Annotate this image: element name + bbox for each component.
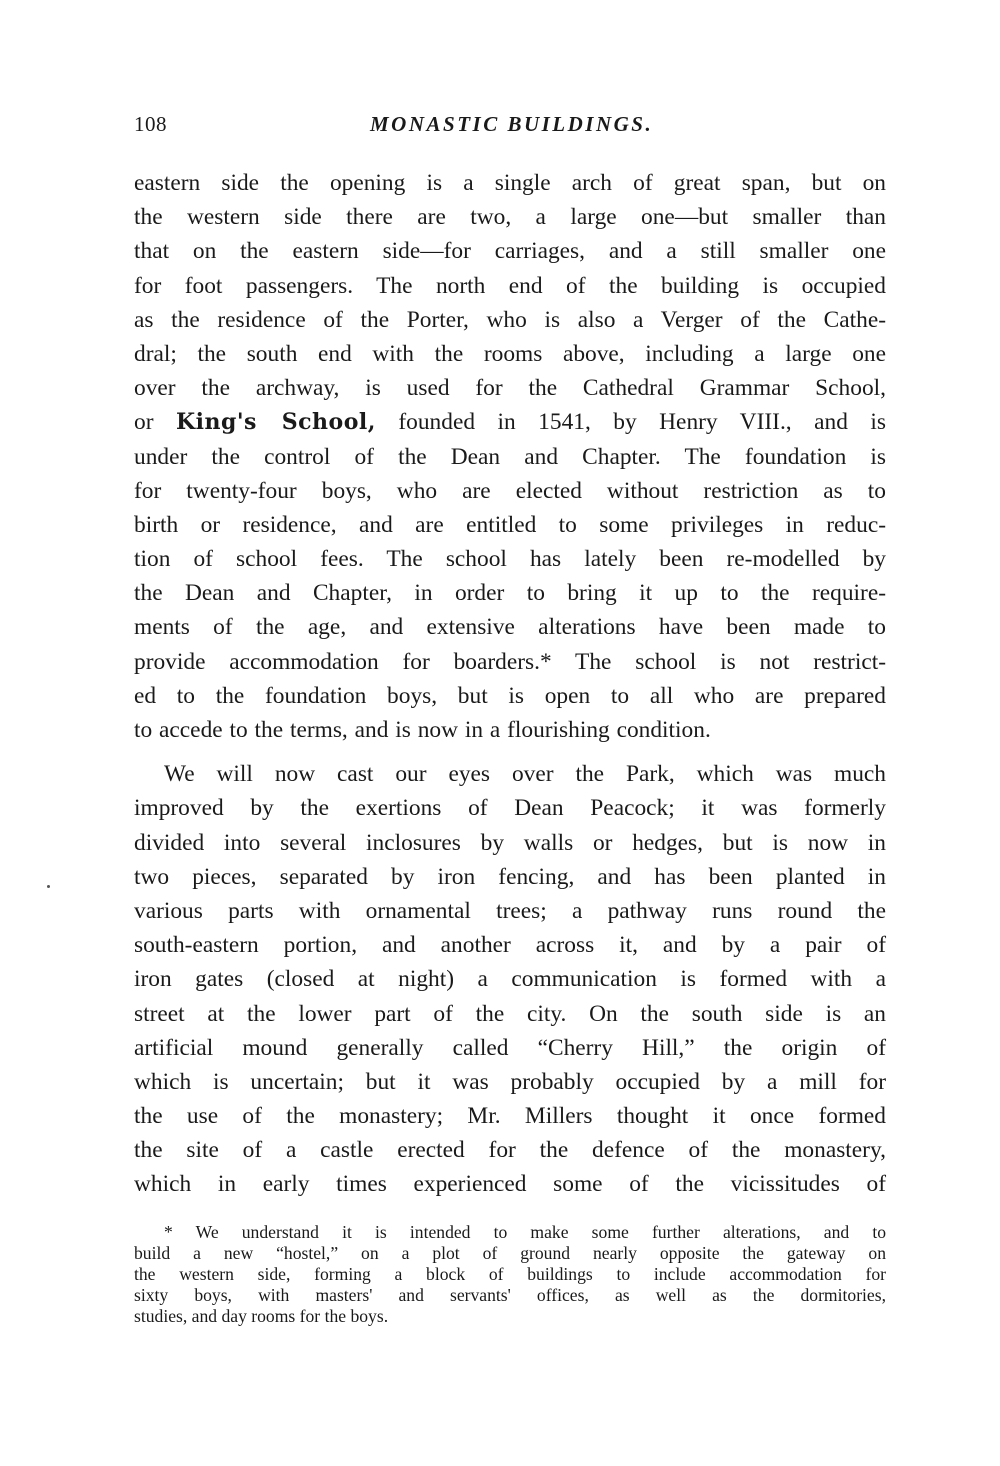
text-line: We will now cast our eyes over the Park, which was much — [164, 761, 886, 788]
paragraph-gap — [134, 747, 886, 757]
text-line: eastern side the opening is a single arch of great span, but on — [134, 170, 886, 196]
text-line: birth or residence, and are entitled to some privileges in reduc- — [134, 511, 886, 538]
footnote-line: * We understand it is intended to make some further alterations, and to — [164, 1222, 886, 1242]
text-line: two pieces, separated by iron fencing, and has been planted in — [134, 863, 886, 890]
body-text — [134, 166, 886, 1202]
footnote-line: sixty boys, with masters' and servants' offices, as well as the dormitories, — [134, 1285, 886, 1305]
footnote-line: the western side, forming a block of buildings to include accommodation for — [134, 1264, 886, 1284]
footnote — [134, 1222, 886, 1327]
footnote-line: build a new “hostel,” on a plot of ground nearly opposite the gateway on — [134, 1243, 886, 1263]
text-line: tion of school fees. The school has lately been re-modelled by — [134, 546, 886, 573]
text-line: street at the lower part of the city. On the south side is an — [134, 1000, 886, 1027]
footnote-line: studies, and day rooms for the boys. — [134, 1306, 389, 1326]
text-line: to accede to the terms, and is now in a flourishing condition. — [134, 717, 711, 743]
text-fragment: or — [134, 409, 176, 436]
text-line: south-eastern portion, and another across it, and by a pair of — [134, 932, 886, 959]
page-header — [134, 112, 884, 142]
text-line: ments of the age, and extensive alterations have been made to — [134, 614, 886, 641]
kings-school-blackletter: King's School, — [175, 409, 376, 436]
text-line: for foot passengers. The north end of the building is occupied — [134, 272, 886, 299]
text-line: iron gates (closed at night) a communication is formed with a — [134, 966, 886, 993]
text-line: as the residence of the Porter, who is also a Verger of the Cathe- — [134, 306, 886, 333]
text-line: provide accommodation for boarders.* The school is not restrict- — [134, 648, 886, 675]
text-line: that on the eastern side—for carriages, and a still smaller one — [134, 238, 886, 265]
text-line: over the archway, is used for the Cathedral Grammar School, — [134, 375, 886, 402]
text-line-kings-school — [134, 405, 886, 439]
text-line: improved by the exertions of Dean Peacock; it was formerly — [134, 795, 886, 822]
text-line: under the control of the Dean and Chapter. The foundation is — [134, 443, 886, 470]
text-line: ed to the foundation boys, but is open to all who are prepared — [134, 682, 886, 709]
text-line: the site of a castle erected for the defence of the monastery, — [134, 1137, 886, 1164]
text-line: artificial mound generally called “Cherry Hill,” the origin of — [134, 1034, 886, 1061]
ink-speck — [47, 885, 50, 888]
text-line: which in early times experienced some of the vicissitudes of — [134, 1171, 886, 1198]
text-line: dral; the south end with the rooms above, including a large one — [134, 340, 886, 367]
running-title: MONASTIC BUILDINGS. — [370, 112, 654, 136]
text-line: the use of the monastery; Mr. Millers thought it once formed — [134, 1103, 886, 1130]
text-fragment: founded in 1541, by Henry VIII., and is — [375, 409, 886, 436]
text-line: the Dean and Chapter, in order to bring it up to the require- — [134, 580, 886, 607]
text-line: for twenty-four boys, who are elected without restriction as to — [134, 477, 886, 504]
text-line: divided into several inclosures by walls or hedges, but is now in — [134, 829, 886, 856]
page-number: 108 — [134, 112, 167, 136]
text-line: the western side there are two, a large one—but smaller than — [134, 204, 886, 231]
text-line: which is uncertain; but it was probably occupied by a mill for — [134, 1068, 886, 1095]
text-line: various parts with ornamental trees; a pathway runs round the — [134, 897, 886, 924]
